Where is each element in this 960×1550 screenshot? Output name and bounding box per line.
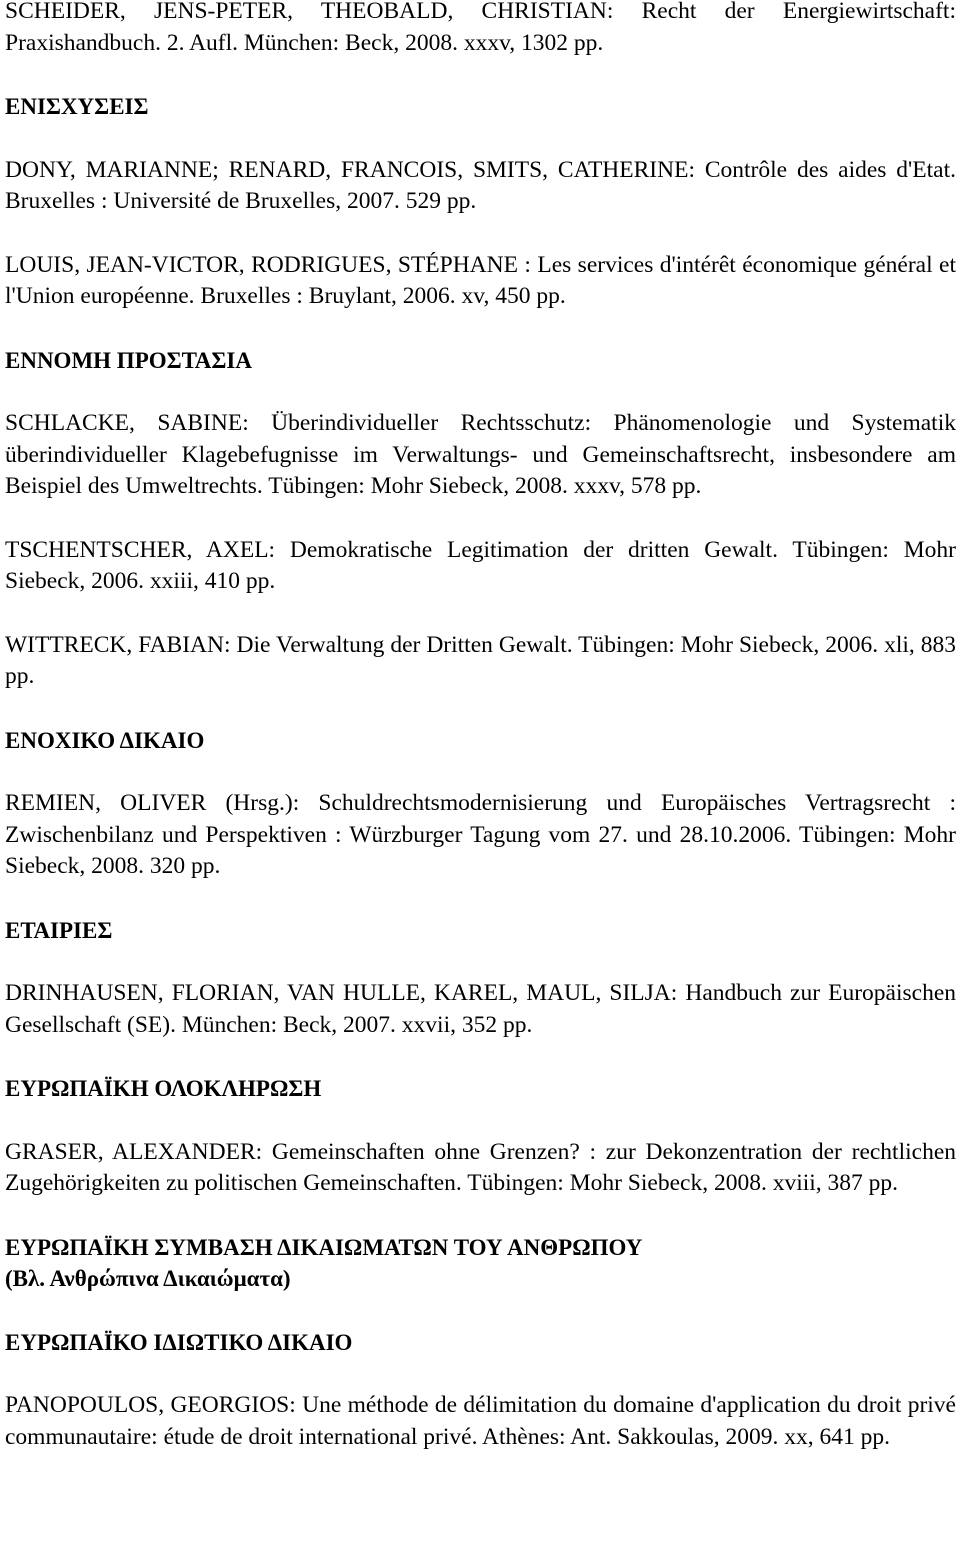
spacer <box>5 598 956 630</box>
section-heading: ΕΥΡΩΠΑΪΚΟ ΙΔΙΩΤΙΚΟ ΔΙΚΑΙΟ <box>5 1329 353 1355</box>
spacer <box>5 1358 956 1390</box>
section-heading: ΕΝΙΣΧΥΣΕΙΣ <box>5 94 149 119</box>
spacer <box>5 693 956 725</box>
bibliography-entry: REMIEN, OLIVER (Hrsg.): Schuldrechtsmodernisierung und Europäisches Vertragsrecht : Zwischenbilanz und Perspektiven : Würzburger Tagung vom 27. und 28.10.2006. Tübingen: Mohr Siebeck, 2008. 320 pp. <box>5 790 956 879</box>
bibliography-entry: DRINHAUSEN, FLORIAN, VAN HULLE, KAREL, MAUL, SILJA: Handbuch zur Europäischen Gesellschaft (SE). München: Beck, 2007. xxvii, 352 pp. <box>5 980 956 1038</box>
section-heading: ΕΥΡΩΠΑΪΚΗ ΟΛΟΚΛΗΡΩΣΗ <box>5 1076 322 1101</box>
spacer <box>5 59 956 91</box>
section-heading <box>5 1232 956 1295</box>
bibliography-entry: PANOPOULOS, GEORGIOS: Une méthode de délimitation du domaine d'application du droit privé communautaire: étude de droit international privé. Athènes: Ant. Sakkoulas, 2009. xx, 641 pp. <box>5 1392 956 1450</box>
spacer <box>5 313 956 345</box>
spacer <box>5 946 956 978</box>
section-heading: ΕΝΟΧΙΚΟ ΔΙΚΑΙΟ <box>5 727 205 753</box>
bibliography-entry: TSCHENTSCHER, AXEL: Demokratische Legitimation der dritten Gewalt. Tübingen: Mohr Siebeck, 2006. xxiii, 410 pp. <box>5 536 956 594</box>
spacer <box>5 1041 956 1073</box>
section-heading-note: (Βλ. Ανθρώπινα Δικαιώματα) <box>5 1266 291 1291</box>
spacer <box>5 883 956 915</box>
spacer <box>5 1200 956 1232</box>
spacer <box>5 503 956 535</box>
bibliography-entry: WITTRECK, FABIAN: Die Verwaltung der Dritten Gewalt. Tübingen: Mohr Siebeck, 2006. xli, 883 pp. <box>5 631 956 689</box>
spacer <box>5 218 956 250</box>
section-heading-title: ΕΥΡΩΠΑΪΚΗ ΣΥΜΒΑΣΗ ΔΙΚΑΙΩΜΑΤΩΝ ΤΟΥ ΑΝΘΡΩΠΟΥ <box>5 1234 643 1260</box>
bibliography-entry: DONY, MARIANNE; RENARD, FRANCOIS, SMITS, CATHERINE: Contrôle des aides d'Etat. Bruxelles : Université de Bruxelles, 2007. 529 pp. <box>5 156 956 214</box>
bibliography-entry: SCHLACKE, SABINE: Überindividueller Rechtsschutz: Phänomenologie und Systematik überindividueller Klagebefugnisse im Verwaltungs- und Gemeinschaftsrecht, insbesondere am Beispiel des Umweltrechts. Tübingen: Mohr Siebeck, 2008. xxxv, 578 pp. <box>5 410 956 499</box>
spacer <box>5 123 956 155</box>
spacer <box>5 756 956 788</box>
spacer <box>5 1105 956 1137</box>
bibliography-entry: SCHEIDER, JENS-PETER, THEOBALD, CHRISTIAN: Recht der Energiewirtschaft: Praxishandbuch. 2. Aufl. München: Beck, 2008. xxxv, 1302 pp. <box>5 0 956 56</box>
bibliography-entry: GRASER, ALEXANDER: Gemeinschaften ohne Grenzen? : zur Dekonzentration der rechtlichen Zugehörigkeiten zu politischen Gemeinschaften. Tübingen: Mohr Siebeck, 2008. xviii, 387 pp. <box>5 1138 956 1196</box>
bibliography-entry: LOUIS, JEAN-VICTOR, RODRIGUES, STÉPHANE : Les services d'intérêt économique général et l'Union européenne. Bruxelles : Bruylant, 2006. xv, 450 pp. <box>5 251 956 309</box>
section-heading: ΕΝΝΟΜΗ ΠΡΟΣΤΑΣΙΑ <box>5 347 252 373</box>
bibliography-page <box>5 0 956 1453</box>
section-heading: ΕΤΑΙΡΙΕΣ <box>5 917 113 943</box>
spacer <box>5 376 956 408</box>
spacer <box>5 1295 956 1327</box>
